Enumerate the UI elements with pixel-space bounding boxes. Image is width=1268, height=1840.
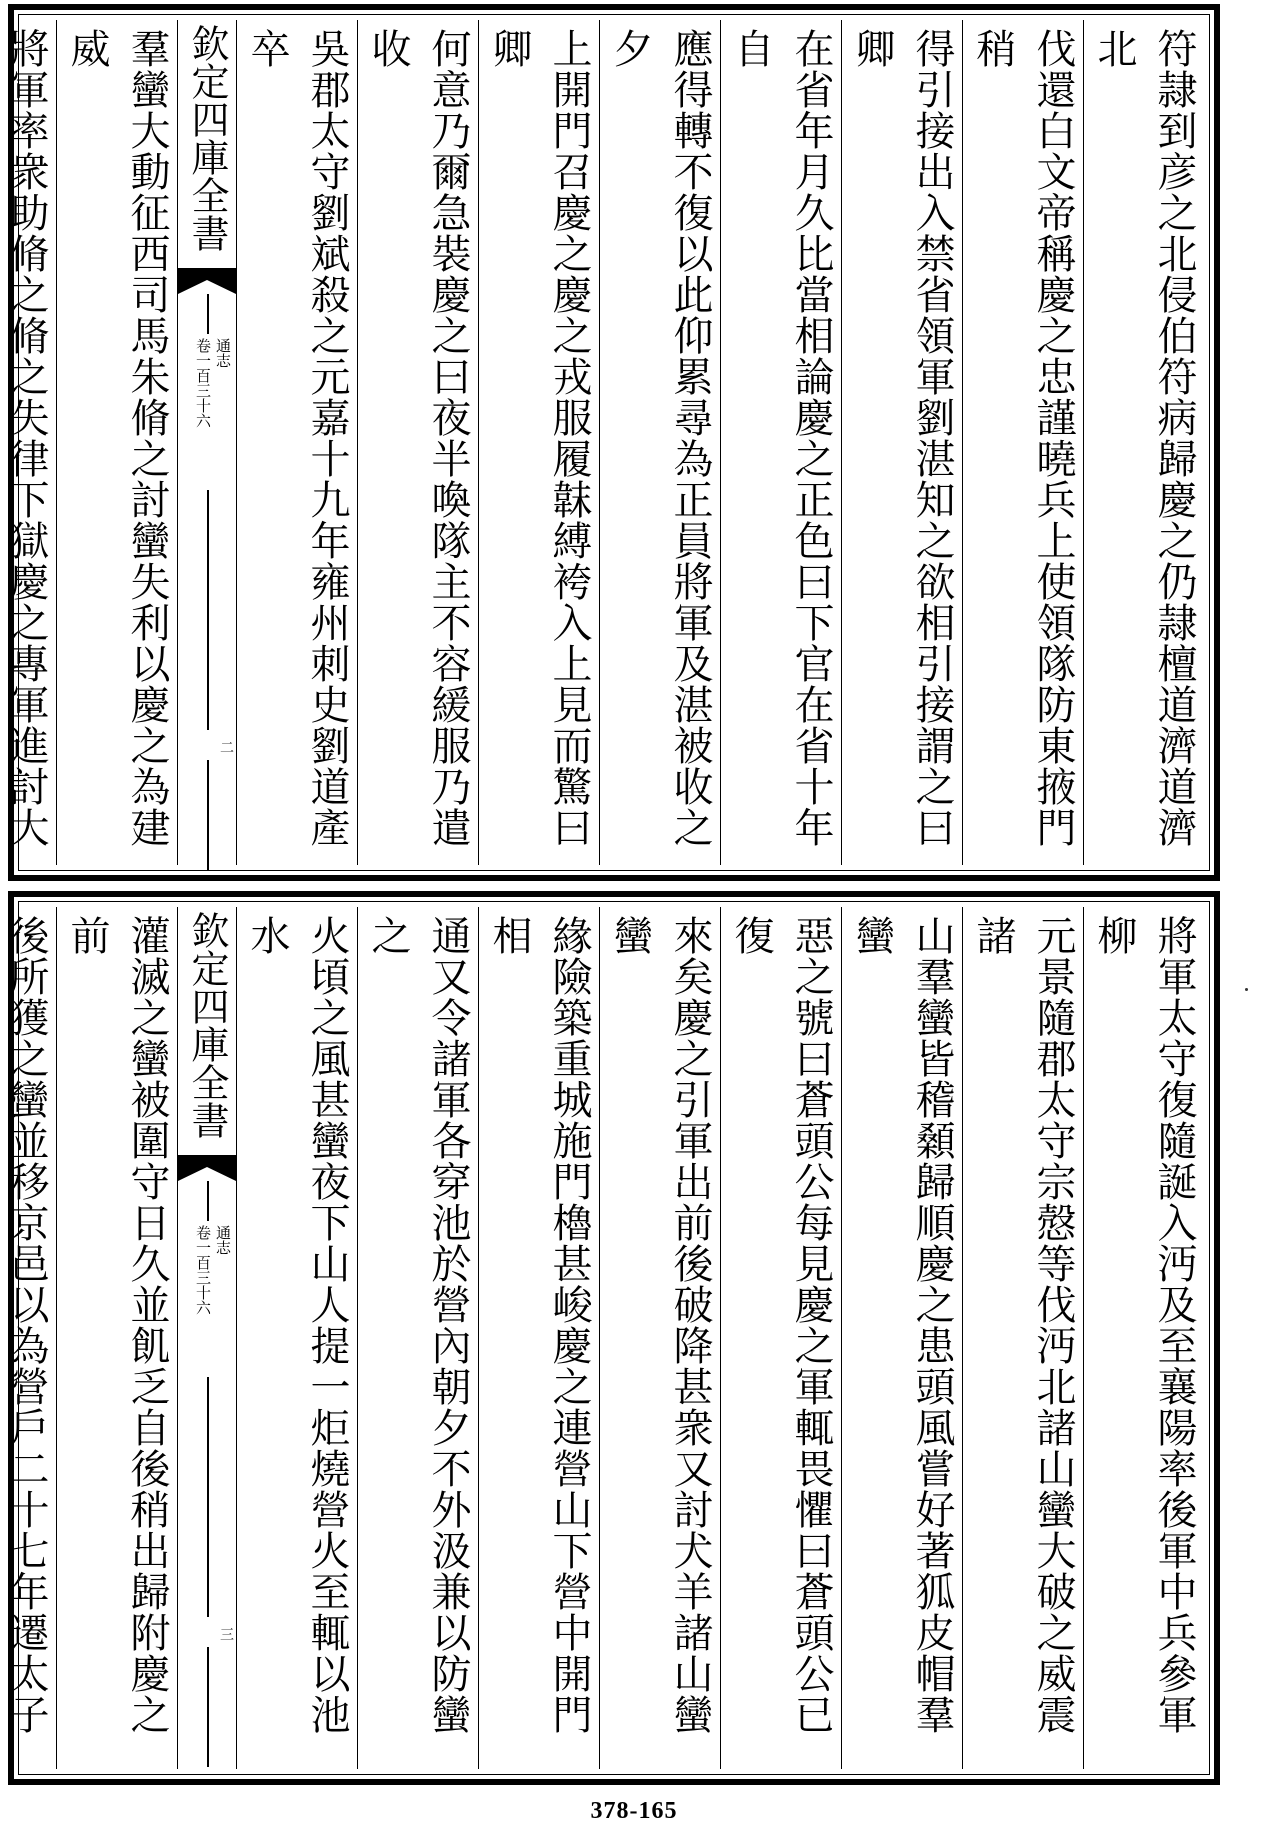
column-text: 羣蠻大動征西司馬朱脩之討蠻失利以慶之為建威 — [64, 28, 170, 848]
column-text: 符隷到彦之北侵伯符病歸慶之仍隷檀道濟道濟北 — [1091, 28, 1197, 848]
text-column — [0, 20, 56, 865]
column-text: 得引接出入禁省領軍劉湛知之欲相引接謂之曰卿 — [849, 28, 955, 848]
column-text: 通又令諸軍各穿池於營內朝夕不外汲兼以防蠻之 — [365, 915, 471, 1735]
fold-divider — [207, 1377, 209, 1617]
fold-info — [182, 1225, 232, 1315]
text-column — [962, 907, 1083, 1769]
text-column — [236, 907, 357, 1769]
column-text: 元景隨郡太守宗慤等伐沔北諸山蠻大破之威震諸 — [970, 915, 1076, 1735]
fold-page-number: 三 — [218, 1627, 234, 1641]
text-column — [1083, 907, 1204, 1769]
column-text: 何意乃爾急裝慶之曰夜半喚隊主不容緩服乃遣收 — [365, 28, 471, 848]
text-column — [1083, 20, 1204, 865]
fold-info — [182, 338, 232, 428]
text-column — [720, 907, 841, 1769]
page-number: 378-165 — [590, 1798, 678, 1824]
text-column — [599, 20, 720, 865]
text-column — [357, 20, 478, 865]
column-text: 緣險築重城施門櫓甚峻慶之連營山下營中開門相 — [486, 915, 592, 1735]
center-fold — [177, 907, 236, 1769]
fold-divider — [207, 1181, 209, 1221]
column-text: 吳郡太守劉斌殺之元嘉十九年雍州刺史劉道產卒 — [244, 28, 350, 848]
fold-book-name: 通志 — [214, 1225, 232, 1255]
text-column — [236, 20, 357, 865]
bottom-text-columns — [3, 907, 1204, 1769]
text-column — [478, 20, 599, 865]
text-column — [0, 907, 56, 1769]
column-text: 應得轉不復以此仰累尋為正員將軍及湛被收之夕 — [607, 28, 713, 848]
column-text: 惡之號曰蒼頭公每見慶之軍輒畏懼曰蒼頭公已復 — [728, 915, 834, 1735]
fish-tail-mark-icon — [178, 268, 236, 294]
column-text: 來矣慶之引軍出前後破降甚衆又討犬羊諸山蠻蠻 — [607, 915, 713, 1735]
column-text: 在省年月久比當相論慶之正色曰下官在省十年自 — [728, 28, 834, 848]
fold-page-number: 二 — [218, 740, 234, 754]
fish-tail-mark-icon — [178, 1155, 236, 1181]
fold-divider — [207, 490, 209, 730]
text-column — [720, 20, 841, 865]
column-text: 伐還白文帝稱慶之忠謹曉兵上使領隊防東掖門稍 — [970, 28, 1076, 848]
text-column — [56, 20, 177, 865]
fold-volume: 卷一百三十六 — [194, 338, 212, 428]
book-series-title: 欽定四庫全書 — [185, 911, 229, 1139]
column-text: 將軍太守復隨誕入沔及至襄陽率後軍中兵參軍柳 — [1091, 915, 1197, 1735]
text-column — [962, 20, 1083, 865]
text-column — [841, 20, 962, 865]
text-column — [841, 907, 962, 1769]
text-column — [56, 907, 177, 1769]
column-text: 火頃之風甚蠻夜下山人提一炬燒營火至輒以池水 — [244, 915, 350, 1735]
text-column — [357, 907, 478, 1769]
book-series-title: 欽定四庫全書 — [185, 24, 229, 252]
center-fold — [177, 20, 236, 865]
top-page-block — [3, 4, 1220, 881]
scan-speck — [1245, 988, 1248, 991]
column-text: 灌滅之蠻被圍守日久並飢乏自後稍出歸附慶之前 — [64, 915, 170, 1735]
text-column — [599, 907, 720, 1769]
fold-divider — [207, 1647, 209, 1767]
fold-volume: 卷一百三十六 — [194, 1225, 212, 1315]
column-text: 將軍率衆助脩之脩之失律下獄慶之專軍進討大 — [3, 28, 49, 848]
column-text: 後所獲之蠻並移京邑以為營戶二十七年遷太子 — [3, 915, 49, 1735]
top-text-columns — [3, 20, 1204, 865]
bottom-page-block — [3, 891, 1220, 1785]
fold-divider — [207, 760, 209, 870]
column-text: 山羣蠻皆稽顙歸順慶之患頭風嘗好著狐皮帽羣蠻 — [849, 915, 955, 1735]
column-text: 上開門召慶之慶之戎服履韎縛袴入上見而驚曰卿 — [486, 28, 592, 848]
fold-book-name: 通志 — [214, 338, 232, 368]
fold-divider — [207, 294, 209, 334]
text-column — [478, 907, 599, 1769]
